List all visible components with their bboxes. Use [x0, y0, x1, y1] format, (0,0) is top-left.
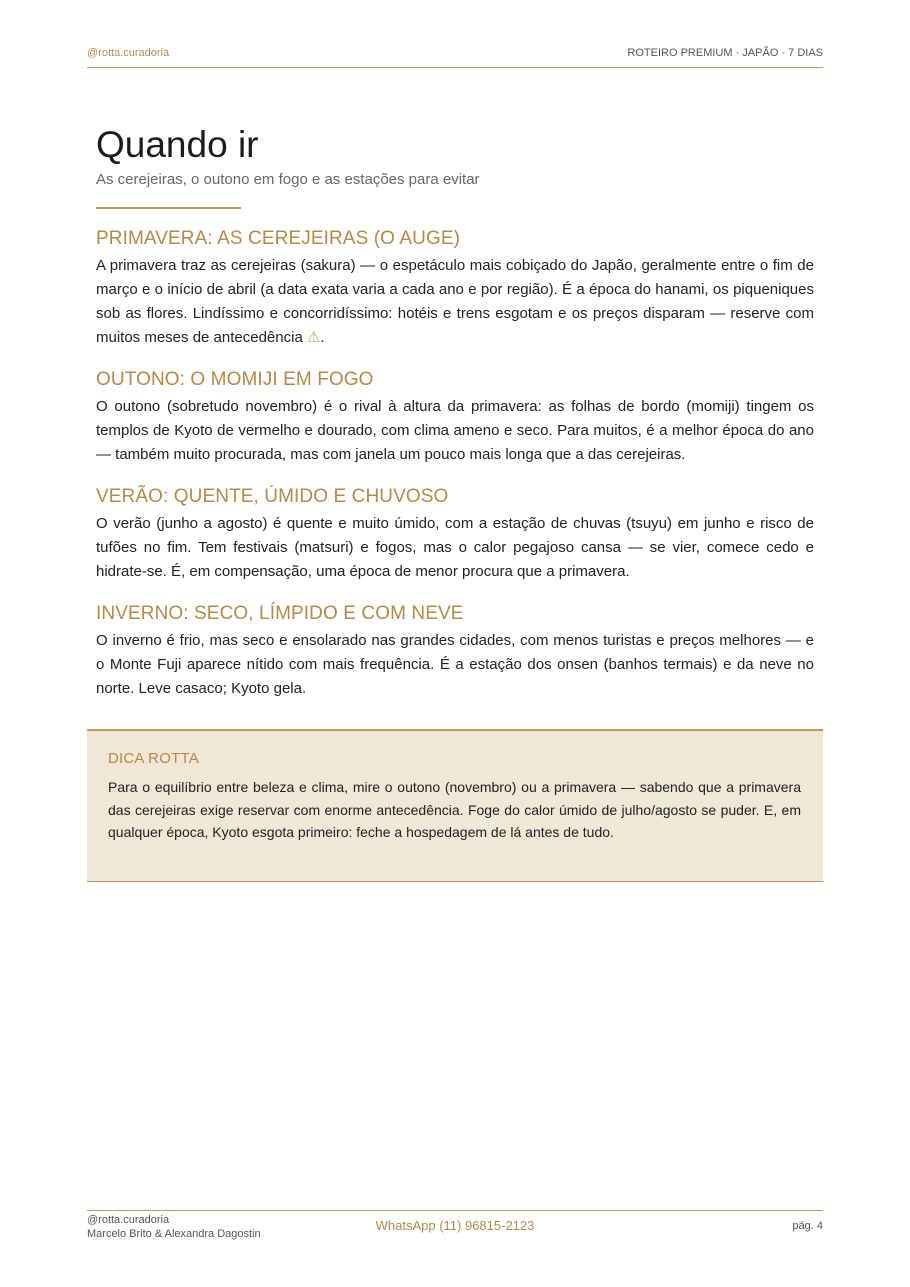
page-header — [87, 46, 823, 68]
section-heading: VERÃO: QUENTE, ÚMIDO E CHUVOSO — [96, 486, 449, 507]
footer-handle: @rotta.curadoria — [87, 1214, 170, 1226]
whatsapp-contact: WhatsApp (11) 96815-2123 — [375, 1218, 535, 1233]
section-winter — [96, 602, 814, 701]
section-body-text: A primavera traz as cerejeiras (sakura) — o espetáculo mais cobiçado do Japão, geralmente entre o fim de março e o início de abril (a data exata varia a cada ano e por região). É a época do hanami, os piqueniques sob as flores. Lindíssimo e concorridíssimo: hotéis e trens esgotam e os preços disparam — reserve com muitos meses de antecedência — [96, 257, 814, 346]
tip-title: DICA ROTTA — [108, 750, 199, 767]
section-heading: PRIMAVERA: AS CEREJEIRAS (O AUGE) — [96, 228, 461, 249]
tip-body: Para o equilíbrio entre beleza e clima, mire o outono (novembro) ou a primavera — sabendo que a primavera das cerejeiras exige reservar com enorme antecedência. Foge do calor úmido de julho/agosto se puder. E, em qualquer época, Kyoto esgota primeiro: feche a hospedagem de lá antes de tudo. — [108, 779, 801, 840]
warning-icon: ⚠ — [306, 329, 321, 346]
section-heading: INVERNO: SECO, LÍMPIDO E COM NEVE — [96, 603, 464, 624]
section-autumn — [96, 368, 814, 467]
section-summer — [96, 485, 814, 584]
section-spring — [96, 227, 814, 350]
brand-handle: @rotta.curadoria — [87, 47, 170, 59]
sentence-end: . — [320, 329, 325, 346]
footer-authors: Marcelo Brito & Alexandra Dagostin — [87, 1228, 261, 1240]
section-heading: OUTONO: O MOMIJI EM FOGO — [96, 369, 374, 390]
page-footer — [87, 1210, 823, 1245]
document-label: ROTEIRO PREMIUM · JAPÃO · 7 DIAS — [627, 47, 823, 59]
page-title: Quando ir — [96, 124, 259, 165]
section-body — [96, 254, 814, 350]
section-body: O outono (sobretudo novembro) é o rival à altura da primavera: as folhas de bordo (momiji) tingem os templos de Kyoto de vermelho e dourado, com clima ameno e seco. Para muitos, é a melhor época do ano — também muito procurada, mas com janela um pouco mais longa que a das cerejeiras. — [96, 398, 814, 463]
section-body: O verão (junho a agosto) é quente e muito úmido, com a estação de chuvas (tsuyu) em junho e risco de tufões no fim. Tem festivais (matsuri) e fogos, mas o calor pegajoso cansa — se vier, comece cedo e hidrate-se. É, em compensação, uma época de menor procura que a primavera. — [96, 515, 814, 580]
main-content — [96, 124, 814, 701]
page-subtitle: As cerejeiras, o outono em fogo e as estações para evitar — [96, 171, 480, 188]
title-divider — [96, 207, 241, 209]
section-body: O inverno é frio, mas seco e ensolarado nas grandes cidades, com menos turistas e preços melhores — e o Monte Fuji aparece nítido com mais frequência. É a estação dos onsen (banhos termais) e da neve no norte. Leve casaco; Kyoto gela. — [96, 632, 814, 697]
tip-box — [87, 729, 823, 882]
page-number: pág. 4 — [792, 1220, 823, 1232]
